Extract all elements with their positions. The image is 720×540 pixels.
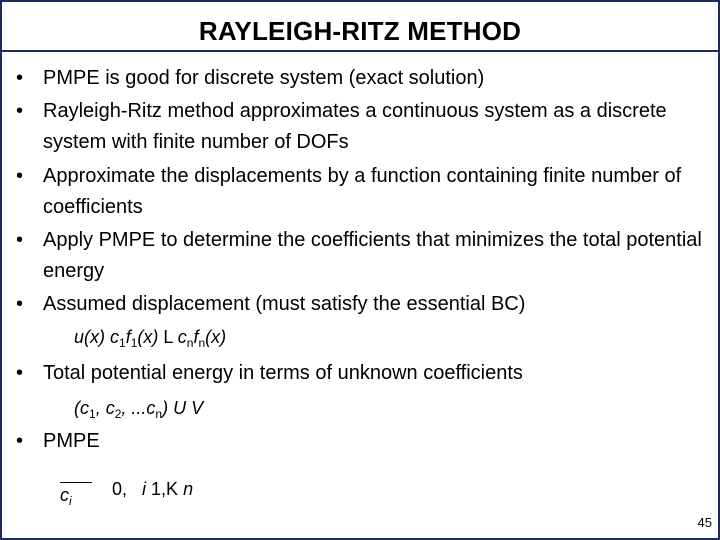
eq-subscript: n [155,407,163,421]
page-number: 45 [697,515,712,530]
fraction-denominator [60,485,94,508]
bullet-marker: • [16,100,24,122]
bullet-text: PMPE [43,430,100,452]
bullet-marker: • [16,165,24,187]
slide-title: RAYLEIGH-RITZ METHOD [198,16,522,46]
displacement-equation [74,327,226,350]
eq-term: ) [162,398,169,418]
bullet-marker: • [16,293,24,315]
eq-term: , ...c [121,398,156,418]
bullet-item [16,358,706,389]
eq-term: c [60,485,69,505]
energy-equation [74,398,203,421]
pmpe-equation-rhs [112,479,193,500]
bullet-text: Rayleigh-Ritz method approximates a continuous system as a discrete system with finite number of DOFs [43,100,667,153]
eq-term: f [125,327,131,347]
eq-term: (x) [205,327,227,347]
eq-term: c [177,327,187,347]
eq-ellipsis: L [163,327,173,347]
eq-term: 1,K [151,479,179,499]
eq-term: V [191,398,204,418]
eq-term: U [173,398,187,418]
eq-term: (c [74,398,89,418]
eq-term: c [110,327,120,347]
bullet-marker: • [16,430,24,452]
eq-subscript: i [69,494,72,508]
fraction-bar [60,482,92,483]
eq-term: (x) [137,327,159,347]
eq-subscript: 2 [114,407,122,421]
eq-term: 0, [112,479,128,499]
eq-term: f [193,327,199,347]
eq-subscript: 1 [119,336,126,350]
fraction-numerator [60,458,94,482]
bullet-text: Apply PMPE to determine the coefficients that minimizes the total potential energy [43,229,702,282]
pmpe-fraction [60,458,94,508]
bullet-marker: • [16,362,24,384]
eq-subscript: n [186,336,194,350]
bullet-item [16,161,706,223]
eq-subscript: 1 [130,336,138,350]
eq-lhs: u(x) [74,327,105,347]
eq-term: , c [95,398,115,418]
bullet-marker: • [16,67,24,89]
bullet-text: Total potential energy in terms of unknown coefficients [43,362,523,384]
title-divider [2,50,718,52]
bullet-item [16,225,706,287]
bullet-text: Approximate the displacements by a function containing finite number of coefficients [43,165,682,218]
bullet-item [16,289,706,320]
bullet-text: Assumed displacement (must satisfy the essential BC) [43,293,526,315]
bullet-item [16,63,706,94]
bullet-item [16,96,706,158]
eq-subscript: 1 [89,407,96,421]
eq-subscript: n [198,336,206,350]
bullet-item [16,426,706,457]
eq-term: n [183,479,194,499]
bullet-text: PMPE is good for discrete system (exact solution) [43,67,485,89]
eq-term: i [142,479,147,499]
bullet-marker: • [16,229,24,251]
